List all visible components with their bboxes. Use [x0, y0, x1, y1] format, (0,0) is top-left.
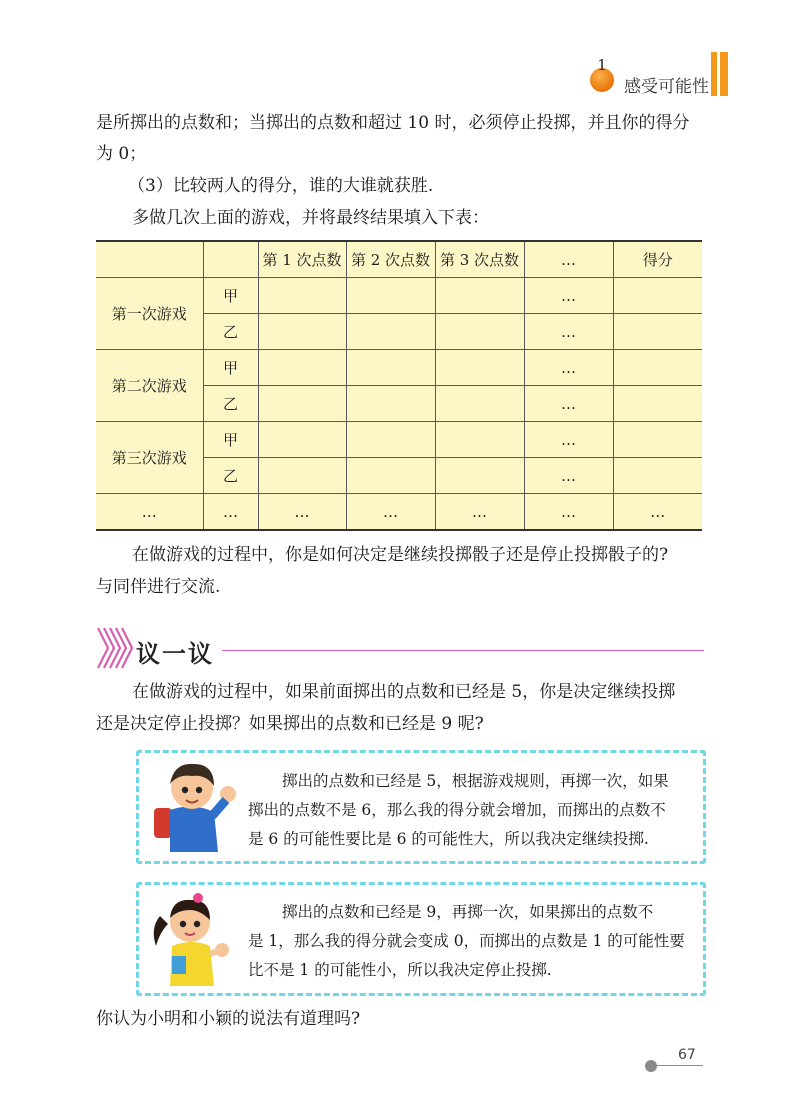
- dialog-text-xiaoying: 掷出的点数和已经是 9，再掷一次，如果掷出的点数不: [282, 903, 654, 921]
- score-cell: [258, 314, 346, 350]
- dialog-text-xiaoying: 比不是 1 的可能性小，所以我决定停止投掷.: [248, 961, 552, 979]
- score-cell: [435, 386, 524, 422]
- page-line-decoration: [657, 1065, 703, 1066]
- player-cell: 甲: [203, 350, 258, 386]
- table-header-row: [96, 241, 702, 278]
- score-cell: [435, 350, 524, 386]
- page-number: 67: [678, 1047, 696, 1063]
- score-cell: [258, 278, 346, 314]
- intro-line: 为 0；: [96, 144, 147, 164]
- section-title: 议一议: [136, 639, 214, 668]
- ellipsis-cell: …: [524, 494, 613, 531]
- intro-rule-3: （3）比较两人的得分，谁的大谁就获胜.: [128, 176, 434, 196]
- total-cell: [613, 458, 702, 494]
- header-cell: …: [524, 241, 613, 278]
- score-cell: [435, 422, 524, 458]
- game-label: 第一次游戏: [96, 278, 203, 350]
- score-cell: [346, 386, 435, 422]
- dialog-text-xiaoming: 掷出的点数不是 6，那么我的得分就会增加，而掷出的点数不: [248, 801, 666, 819]
- page-dot-decoration: [645, 1060, 657, 1072]
- total-cell: [613, 350, 702, 386]
- ellipsis-cell: …: [524, 350, 613, 386]
- score-cell: [258, 422, 346, 458]
- score-cell: [258, 458, 346, 494]
- intro-instruction: 多做几次上面的游戏，并将最终结果填入下表：: [132, 208, 489, 228]
- score-cell: [258, 386, 346, 422]
- score-cell: [346, 314, 435, 350]
- ellipsis-cell: …: [524, 422, 613, 458]
- total-cell: [613, 422, 702, 458]
- table-row: [96, 278, 702, 314]
- table-row: [96, 350, 702, 386]
- ellipsis-cell: …: [96, 494, 203, 531]
- ellipsis-cell: …: [258, 494, 346, 531]
- ellipsis-cell: …: [613, 494, 702, 531]
- header-cell: 第 3 次点数: [435, 241, 524, 278]
- header-bar-decoration: [720, 52, 728, 96]
- dialog-text-xiaoming: 掷出的点数和已经是 5，根据游戏规则，再掷一次，如果: [282, 772, 669, 790]
- score-cell: [346, 422, 435, 458]
- header-cell: [96, 241, 203, 278]
- ellipsis-cell: …: [524, 314, 613, 350]
- section-chevrons-icon: [96, 626, 136, 670]
- girl-avatar: [146, 888, 238, 988]
- header-bar-decoration: [711, 52, 717, 96]
- dialog-text-xiaoming: 是 6 的可能性要比是 6 的可能性大，所以我决定继续投掷.: [248, 830, 649, 848]
- total-cell: [613, 314, 702, 350]
- player-cell: 乙: [203, 458, 258, 494]
- results-table: [96, 240, 702, 531]
- closing-question: 你认为小明和小颖的说法有道理吗?: [96, 1009, 361, 1029]
- boy-avatar: [148, 756, 238, 854]
- dialog-text-xiaoying: 是 1，那么我的得分就会变成 0，而掷出的点数是 1 的可能性要: [248, 932, 685, 950]
- ellipsis-cell: …: [435, 494, 524, 531]
- total-cell: [613, 278, 702, 314]
- game-label: 第二次游戏: [96, 350, 203, 422]
- score-cell: [435, 314, 524, 350]
- ellipsis-cell: …: [524, 458, 613, 494]
- chapter-title: 感受可能性: [624, 77, 709, 97]
- score-cell: [346, 278, 435, 314]
- chapter-number: 1: [597, 56, 607, 74]
- header-cell: 第 2 次点数: [346, 241, 435, 278]
- table-row: [96, 422, 702, 458]
- header-cell: 第 1 次点数: [258, 241, 346, 278]
- ellipsis-cell: …: [346, 494, 435, 531]
- table-row: [96, 494, 702, 531]
- discussion-prompt: 与同伴进行交流.: [96, 577, 221, 597]
- section-question: 在做游戏的过程中，如果前面掷出的点数和已经是 5，你是决定继续投掷: [132, 682, 676, 702]
- section-divider: [222, 650, 704, 651]
- game-label: 第三次游戏: [96, 422, 203, 494]
- discussion-prompt: 在做游戏的过程中，你是如何决定是继续投掷骰子还是停止投掷骰子的?: [132, 545, 669, 565]
- header-cell: 得分: [613, 241, 702, 278]
- intro-line: 是所掷出的点数和；当掷出的点数和超过 10 时，必须停止投掷，并且你的得分: [96, 113, 690, 133]
- player-cell: 甲: [203, 278, 258, 314]
- header-cell: [203, 241, 258, 278]
- score-cell: [346, 458, 435, 494]
- section-question: 还是决定停止投掷？如果掷出的点数和已经是 9 呢?: [96, 714, 484, 734]
- ellipsis-cell: …: [203, 494, 258, 531]
- score-cell: [258, 350, 346, 386]
- ellipsis-cell: …: [524, 386, 613, 422]
- score-cell: [435, 458, 524, 494]
- player-cell: 乙: [203, 314, 258, 350]
- score-cell: [435, 278, 524, 314]
- player-cell: 乙: [203, 386, 258, 422]
- player-cell: 甲: [203, 422, 258, 458]
- score-cell: [346, 350, 435, 386]
- ellipsis-cell: …: [524, 278, 613, 314]
- total-cell: [613, 386, 702, 422]
